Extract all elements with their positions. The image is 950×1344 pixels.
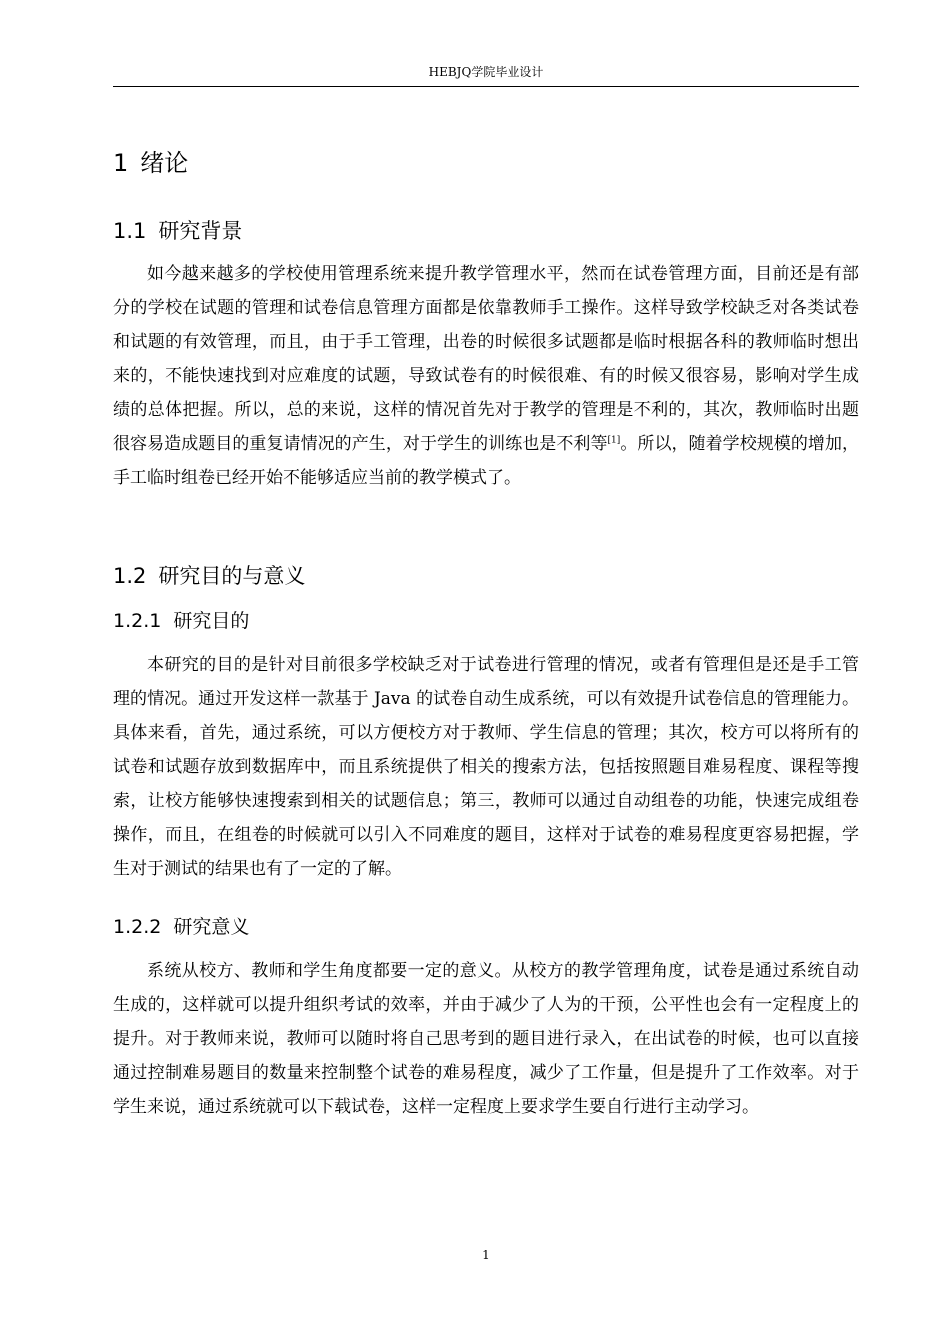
background-text-part1: 如今越来越多的学校使用管理系统来提升教学管理水平，然而在试卷管理方面，目前还是有部分的学校在试题的管理和试卷信息管理方面都是依靠教师手工操作。这样导致学校缺乏对各类试卷和试题的有效管理，而且，由于手工管理，出卷的时候很多试题都是临时根据各科的教师临时想出来的，不能快速找到对应难度的试题，导致试卷有的时候很难、有的时候又很容易，影响对学生成绩的总体把握。所以，总的来说，这样的情况首先对于教学的管理是不利的，其次，教师临时出题很容易造成题目的重复请情况的产生，对于学生的训练也是不利等 xyxy=(113,264,859,454)
chapter-title: 绪论 xyxy=(140,149,189,177)
chapter-number: 1 xyxy=(113,149,129,177)
page-number: 1 xyxy=(482,1248,490,1262)
chapter-heading xyxy=(113,148,188,178)
background-paragraph xyxy=(113,257,859,495)
subsection-number: 1.2.1 xyxy=(113,610,162,632)
section-title: 研究目的与意义 xyxy=(158,564,306,588)
section-number: 1.1 xyxy=(113,219,147,243)
subsection-heading-purpose xyxy=(113,608,249,634)
subsection-title: 研究目的 xyxy=(173,610,250,632)
purpose-paragraph: 本研究的目的是针对目前很多学校缺乏对于试卷进行管理的情况，或者有管理但是还是手工管理的情况。通过开发这样一款基于 Java 的试卷自动生成系统，可以有效提升试卷信息的管理能力。具体来看，首先，通过系统，可以方便校方对于教师、学生信息的管理；其次，校方可以将所有的试卷和试题存放到数据库中，而且系统提供了相关的搜索方法，包括按照题目难易程度、课程等搜索，让校方能够快速搜索到相关的试题信息；第三，教师可以通过自动组卷的功能，快速完成组卷操作，而且，在组卷的时候就可以引入不同难度的题目，这样对于试卷的难易程度更容易把握，学生对于测试的结果也有了一定的了解。 xyxy=(113,655,859,879)
subsection-heading-meaning xyxy=(113,914,249,940)
header-divider xyxy=(113,86,859,87)
subsection-number: 1.2.2 xyxy=(113,916,162,938)
section-number: 1.2 xyxy=(113,564,147,588)
running-header: HEBJQ学院毕业设计 xyxy=(428,65,544,79)
section-heading-purpose-meaning xyxy=(113,562,305,590)
meaning-paragraph: 系统从校方、教师和学生角度都要一定的意义。从校方的教学管理角度，试卷是通过系统自动生成的，这样就可以提升组织考试的效率，并由于减少了人为的干预，公平性也会有一定程度上的提升。对于教师来说，教师可以随时将自己思考到的题目进行录入，在出试卷的时候，也可以直接通过控制难易题目的数量来控制整个试卷的难易程度，减少了工作量，但是提升了工作效率。对于学生来说，通过系统就可以下载试卷，这样一定程度上要求学生要自行进行主动学习。 xyxy=(113,961,859,1117)
citation-ref: [1] xyxy=(607,435,621,446)
background-text-part2: 。所以，随着学校规模的增加，手工临时组卷已经开始不能够适应当前的教学模式了。 xyxy=(113,434,860,488)
subsection-title: 研究意义 xyxy=(173,916,250,938)
section-heading-background xyxy=(113,217,242,245)
section-title: 研究背景 xyxy=(158,219,243,243)
